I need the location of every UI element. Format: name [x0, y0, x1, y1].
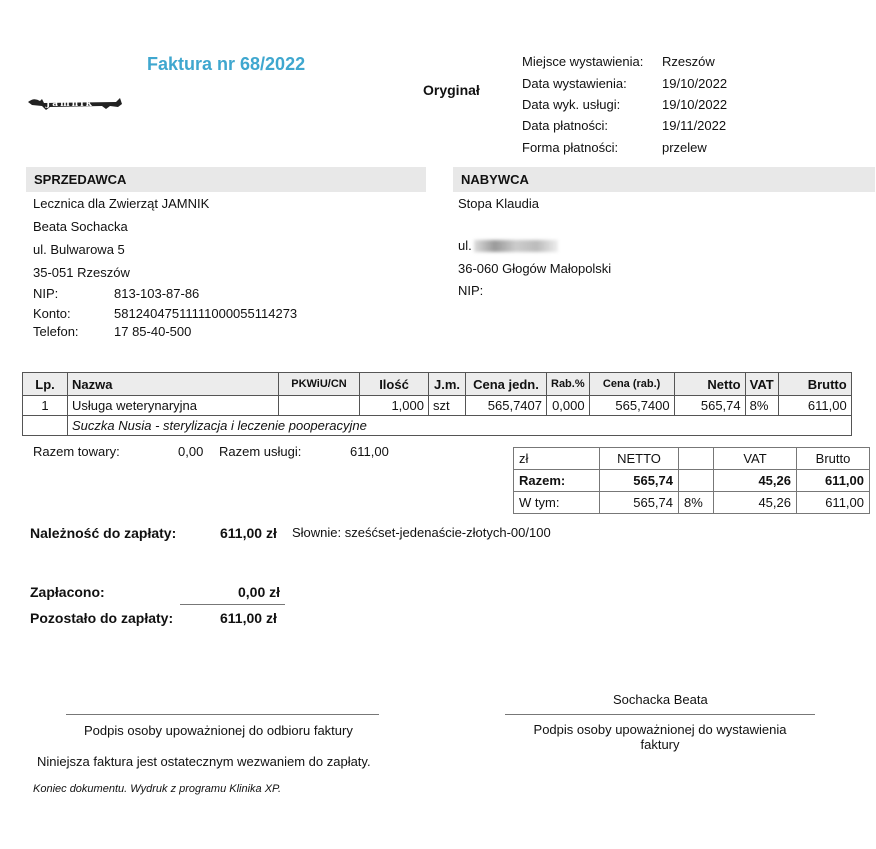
col-header: Lp.: [23, 373, 68, 396]
cell-rab: 0,000: [547, 396, 590, 416]
sum-wtym-brutto: 611,00: [797, 492, 870, 514]
sum-wtym-rate: 8%: [679, 492, 714, 514]
seller-name: Lecznica dla Zwierząt JAMNIK: [33, 196, 210, 211]
cell-cena: 565,7407: [466, 396, 547, 416]
meta-value: 19/10/2022: [662, 76, 728, 91]
cell-lp: 1: [23, 396, 68, 416]
razem-uslugi-value: 611,00: [350, 444, 389, 459]
item-note: Suczka Nusia - sterylizacja i leczenie pooperacyjne: [68, 416, 852, 436]
seller-konto-label: Konto:: [33, 306, 71, 321]
col-header: Netto: [674, 373, 745, 396]
sum-h-netto: NETTO: [600, 448, 679, 470]
razem-uslugi-label: Razem usługi:: [219, 444, 302, 459]
seller-tel-label: Telefon:: [33, 324, 79, 339]
col-header: VAT: [745, 373, 778, 396]
cell-ilosc: 1,000: [360, 396, 429, 416]
vat-summary-table: [513, 447, 870, 514]
issuer-name: Sochacka Beata: [613, 692, 708, 707]
cell-pkwiu: [279, 396, 360, 416]
meta-label: Data wystawienia:: [522, 76, 627, 91]
sum-razem-rate: [679, 470, 714, 492]
copy-label: Oryginał: [423, 82, 480, 98]
seller-heading: SPRZEDAWCA: [26, 167, 426, 192]
col-header: Brutto: [778, 373, 851, 396]
meta-label: Miejsce wystawienia:: [522, 54, 644, 69]
meta-value: 19/11/2022: [662, 118, 727, 133]
left-label: Pozostało do zapłaty:: [30, 610, 174, 626]
summary-wtym-row: [514, 492, 870, 514]
meta-label: Data płatności:: [522, 118, 608, 133]
cell-brutto: 611,00: [778, 396, 851, 416]
cell-netto: 565,74: [674, 396, 745, 416]
final-notice: Niniejsza faktura jest ostatecznym wezwaniem do zapłaty.: [37, 754, 371, 769]
receiver-caption: Podpis osoby upoważnionej do odbioru faktury: [84, 723, 353, 738]
seller-nip-label: NIP:: [33, 286, 59, 301]
seller-tel: 17 85-40-500: [114, 324, 192, 339]
col-header: Cena (rab.): [589, 373, 674, 396]
buyer-city: 36-060 Głogów Małopolski: [458, 261, 612, 276]
redacted-address: [474, 240, 558, 252]
paid-label: Zapłacono:: [30, 584, 105, 600]
summary-header-row: [514, 448, 870, 470]
meta-value: 19/10/2022: [662, 97, 728, 112]
due-label: Należność do zapłaty:: [30, 525, 177, 541]
cell-jm: szt: [429, 396, 466, 416]
due-value: 611,00 zł: [220, 525, 277, 541]
razem-towary-label: Razem towary:: [33, 444, 120, 459]
sum-wtym-label: W tym:: [514, 492, 600, 514]
items-header-row: [23, 373, 852, 396]
seller-person: Beata Sochacka: [33, 219, 128, 234]
seller-konto: 58124047511111000055114273: [114, 306, 298, 321]
sum-razem-netto: 565,74: [600, 470, 679, 492]
issuer-signature-line: [505, 714, 815, 715]
sum-razem-label: Razem:: [514, 470, 600, 492]
sum-cur: zł: [514, 448, 600, 470]
sum-wtym-vat: 45,26: [714, 492, 797, 514]
seller-street: ul. Bulwarowa 5: [33, 242, 125, 257]
col-header: Cena jedn.: [466, 373, 547, 396]
meta-label: Data wyk. usługi:: [522, 97, 621, 112]
sum-h-vat: VAT: [714, 448, 797, 470]
razem-towary-value: 0,00: [178, 444, 204, 459]
paid-underline: [180, 604, 285, 605]
meta-value: przelew: [662, 140, 707, 155]
svg-text:Jamnik: Jamnik: [46, 99, 94, 109]
summary-razem-row: [514, 470, 870, 492]
cell-cena-rab: 565,7400: [589, 396, 674, 416]
col-header: J.m.: [429, 373, 466, 396]
issuer-caption: Podpis osoby upoważnionej do wystawienia faktury: [533, 722, 787, 752]
left-value: 611,00 zł: [220, 610, 277, 626]
col-header: PKWiU/CN: [279, 373, 360, 396]
col-header: Ilość: [360, 373, 429, 396]
cell-vat: 8%: [745, 396, 778, 416]
seller-nip: 813-103-87-86: [114, 286, 200, 301]
sum-wtym-netto: 565,74: [600, 492, 679, 514]
sum-razem-brutto: 611,00: [797, 470, 870, 492]
meta-label: Forma płatności:: [522, 140, 619, 155]
meta-value: Rzeszów: [662, 54, 715, 69]
amount-in-words: Słownie: sześćset-jedenaście-złotych-00/100: [292, 525, 551, 540]
clinic-logo: [26, 94, 126, 115]
seller-city: 35-051 Rzeszów: [33, 265, 130, 280]
sum-razem-vat: 45,26: [714, 470, 797, 492]
col-header: Nazwa: [68, 373, 279, 396]
buyer-name: Stopa Klaudia: [458, 196, 539, 211]
sum-h-rate: [679, 448, 714, 470]
cell-empty: [23, 416, 68, 436]
buyer-street: ul.: [458, 238, 472, 253]
invoice-title: Faktura nr 68/2022: [147, 54, 306, 74]
buyer-heading: NABYWCA: [453, 167, 875, 192]
table-row-note: [23, 416, 852, 436]
cell-nazwa: Usługa weterynaryjna: [68, 396, 279, 416]
col-header: Rab.%: [547, 373, 590, 396]
receiver-signature-line: [66, 714, 379, 715]
buyer-nip-label: NIP:: [458, 283, 484, 298]
end-note: Koniec dokumentu. Wydruk z programu Klinika XP.: [33, 783, 282, 795]
paid-value: 0,00 zł: [238, 584, 281, 600]
sum-h-brutto: Brutto: [797, 448, 870, 470]
table-row: [23, 396, 852, 416]
items-table: [22, 372, 852, 436]
